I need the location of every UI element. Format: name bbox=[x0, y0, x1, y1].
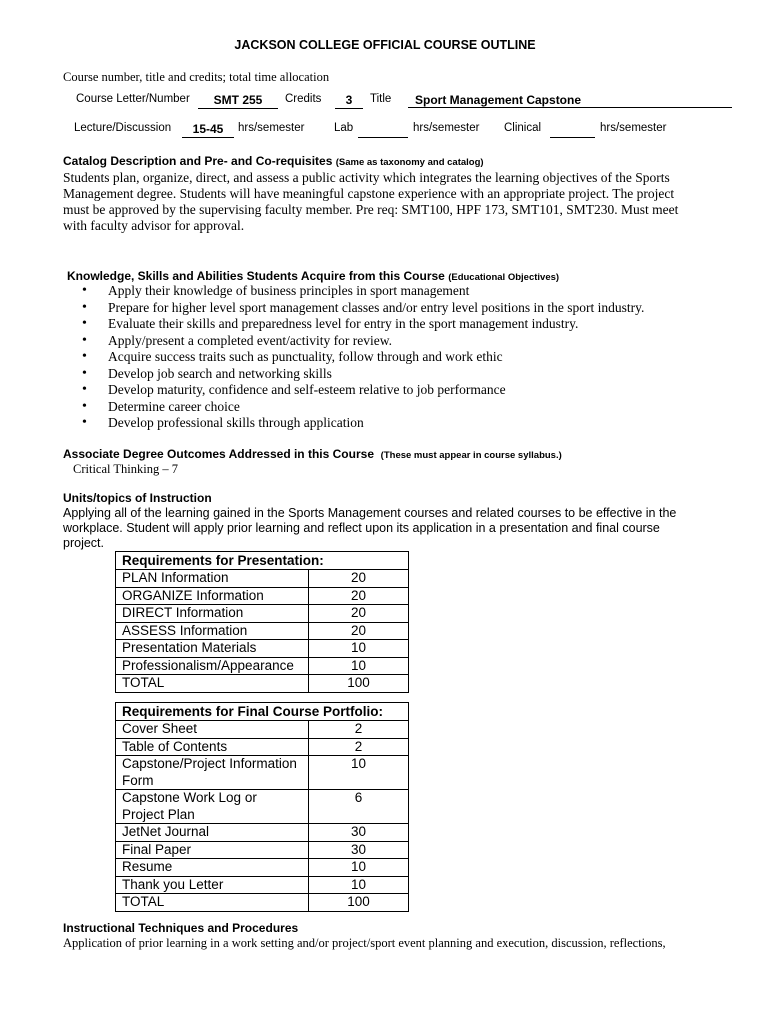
table-row: Final Paper 30 bbox=[116, 841, 409, 859]
ksa-list bbox=[63, 283, 753, 432]
table-row: TOTAL 100 bbox=[116, 894, 409, 912]
title-label: Title bbox=[370, 93, 392, 105]
units-description: Applying all of the learning gained in the Sports Management courses and related courses to be effective in the workplace. Student will apply prior learning and reflect upon its application in a presentation and final course project. bbox=[63, 506, 677, 550]
portfolio-table bbox=[115, 702, 409, 912]
list-item: • Determine career choice bbox=[63, 399, 753, 416]
table-row: Presentation Materials 10 bbox=[116, 640, 409, 658]
course-letter-label: Course Letter/Number bbox=[76, 93, 190, 105]
course-letter-value: SMT 255 bbox=[198, 93, 278, 109]
course-info-intro: Course number, title and credits; total time allocation bbox=[63, 70, 330, 84]
table-row: Capstone/Project Information Form 10 bbox=[116, 756, 409, 790]
table-row: TOTAL 100 bbox=[116, 675, 409, 693]
units-heading: Units/topics of Instruction bbox=[63, 491, 212, 505]
lab-label: Lab bbox=[334, 122, 354, 134]
lecture-value: 15-45 bbox=[182, 122, 234, 138]
lecture-label: Lecture/Discussion bbox=[74, 122, 172, 134]
table-row: Professionalism/Appearance 10 bbox=[116, 657, 409, 675]
catalog-description: Students plan, organize, direct, and assess a public activity which integrates the learning objectives of the Sports Management degree. Students will have meaningful capstone experience with an appropriate project. The project must be approved by the supervising faculty member. Pre req: SMT100, HPF 173, SMT101, SMT230. Must meet with faculty advisor for approval. bbox=[63, 170, 679, 233]
clinical-blank bbox=[550, 122, 595, 138]
credits-value: 3 bbox=[335, 93, 363, 109]
table-row: Table of Contents 2 bbox=[116, 738, 409, 756]
clinical-label: Clinical bbox=[504, 122, 542, 134]
units-section bbox=[63, 491, 753, 551]
list-item: • Prepare for higher level sport management classes and/or entry level positions in the sport industry. bbox=[63, 300, 753, 317]
outcomes-section bbox=[63, 447, 753, 477]
outcomes-value: Critical Thinking – 7 bbox=[73, 462, 178, 476]
ksa-heading: Knowledge, Skills and Abilities Students Acquire from this Course (Educational Objectives) bbox=[67, 269, 560, 283]
outcomes-heading: Associate Degree Outcomes Addressed in this Course (These must appear in course syllabus.) bbox=[63, 447, 562, 461]
list-item: • Develop professional skills through application bbox=[63, 415, 753, 432]
table-row: Capstone Work Log or Project Plan 6 bbox=[116, 790, 409, 824]
list-item: • Develop job search and networking skills bbox=[63, 366, 753, 383]
page-title: JACKSON COLLEGE OFFICIAL COURSE OUTLINE bbox=[234, 38, 536, 52]
lab-blank bbox=[358, 122, 408, 138]
techniques-text: Application of prior learning in a work setting and/or project/sport event planning and execution, discussion, reflections, bbox=[63, 936, 666, 950]
table-row: JetNet Journal 30 bbox=[116, 824, 409, 842]
table-row: PLAN Information 20 bbox=[116, 570, 409, 588]
ksa-section bbox=[63, 269, 753, 432]
techniques-section bbox=[63, 921, 753, 951]
presentation-table bbox=[115, 551, 409, 693]
table-row: Thank you Letter 10 bbox=[116, 876, 409, 894]
lecture-hrs-label: hrs/semester bbox=[238, 122, 305, 134]
table-row: Resume 10 bbox=[116, 859, 409, 877]
catalog-section bbox=[63, 154, 743, 234]
list-item: • Apply their knowledge of business principles in sport management bbox=[63, 283, 753, 300]
catalog-heading: Catalog Description and Pre- and Co-requisites (Same as taxonomy and catalog) bbox=[63, 154, 484, 168]
table-header: Requirements for Final Course Portfolio: bbox=[116, 703, 409, 721]
list-item: • Develop maturity, confidence and self-esteem relative to job performance bbox=[63, 382, 753, 399]
table-row: Cover Sheet 2 bbox=[116, 721, 409, 739]
credits-label: Credits bbox=[285, 93, 322, 105]
table-row: ORGANIZE Information 20 bbox=[116, 587, 409, 605]
clinical-hrs-label: hrs/semester bbox=[600, 122, 667, 134]
techniques-heading: Instructional Techniques and Procedures bbox=[63, 921, 299, 935]
table-header: Requirements for Presentation: bbox=[116, 552, 409, 570]
table-row: DIRECT Information 20 bbox=[116, 605, 409, 623]
title-value: Sport Management Capstone bbox=[408, 93, 732, 108]
lab-hrs-label: hrs/semester bbox=[413, 122, 480, 134]
list-item: • Apply/present a completed event/activity for review. bbox=[63, 333, 753, 350]
list-item: • Acquire success traits such as punctuality, follow through and work ethic bbox=[63, 349, 753, 366]
list-item: • Evaluate their skills and preparedness level for entry in the sport management industry. bbox=[63, 316, 753, 333]
table-row: ASSESS Information 20 bbox=[116, 622, 409, 640]
